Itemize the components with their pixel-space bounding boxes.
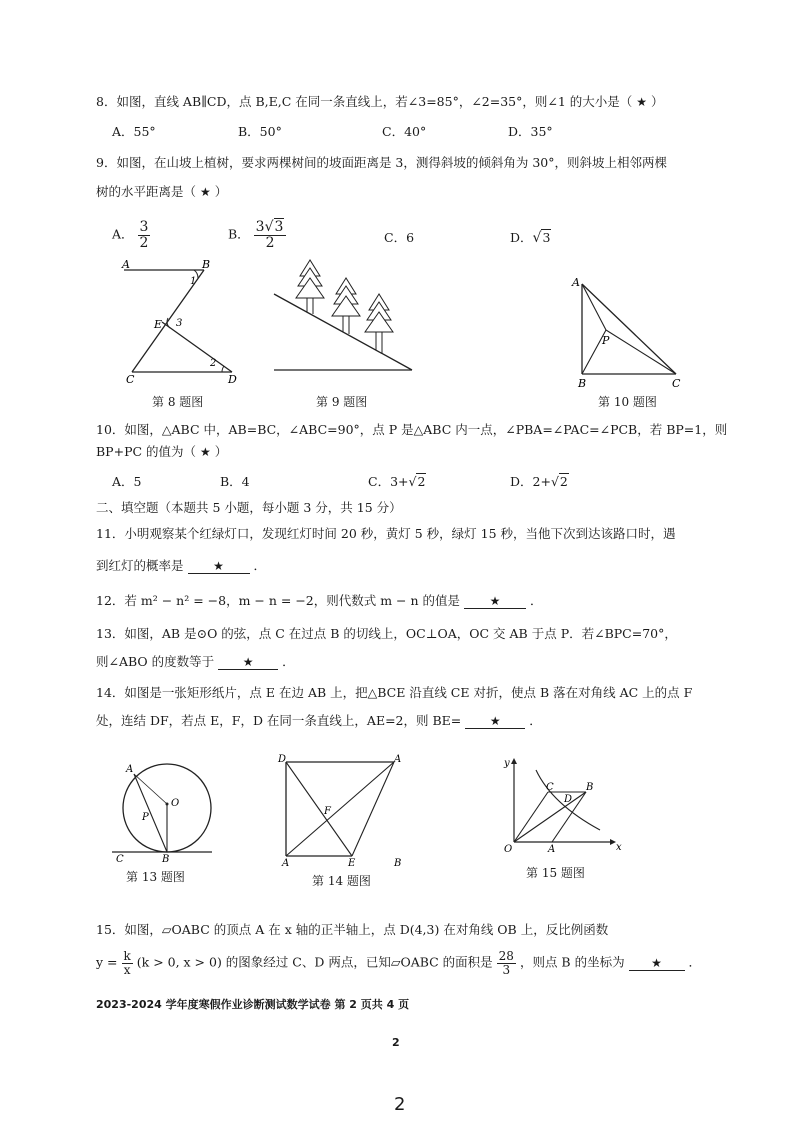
fig13-label-c: C — [116, 854, 124, 865]
q8-option-b: B．50° — [238, 124, 282, 139]
question-13-line-2 — [96, 652, 295, 670]
q9-option-c: C．6 — [384, 230, 415, 245]
page-footer: 2023-2024 学年度寒假作业诊断测试数学试卷 第 2 页共 4 页 — [96, 998, 410, 1011]
fig15-label-c: C — [546, 782, 554, 793]
answer-blank[interactable] — [465, 713, 525, 729]
q11-line2-text: 到红灯的概率是 — [96, 558, 184, 573]
tree-icon — [365, 294, 393, 353]
question-15-line-1: 15．如图，▱OABC 的顶点 A 在 x 轴的正半轴上，点 D(4,3) 在对角线 OB 上，反比例函数 — [96, 922, 609, 937]
answer-star: ★ — [200, 445, 211, 459]
radicand: 3 — [274, 219, 284, 235]
q8-option-d: D．35° — [508, 124, 553, 139]
q8-text: 8．如图，直线 AB∥CD，点 B,E,C 在同一条直线上，若∠3=85°，∠2=35°，则∠1 的大小是（ — [96, 94, 633, 109]
q10-close: ） — [214, 444, 228, 459]
q10-option-a: A．5 — [112, 474, 142, 489]
fig14-caption: 第 14 题图 — [312, 874, 371, 888]
fig15-label-x: x — [616, 842, 622, 853]
fraction-numerator: 3 — [139, 219, 149, 235]
q10-option-b: B．4 — [220, 474, 250, 489]
fraction-numerator: k — [123, 949, 131, 963]
fig15-label-d: D — [564, 794, 573, 805]
q9-opt-b-label: B． — [228, 226, 250, 242]
fig8-caption: 第 8 题图 — [152, 395, 204, 409]
fig14-label-d: D — [278, 754, 287, 765]
figure-14 — [278, 754, 408, 869]
q8-option-a: A．55° — [112, 124, 156, 139]
radicand: 2 — [417, 474, 426, 489]
fraction-numerator: 28 — [498, 949, 514, 963]
fraction — [254, 220, 287, 250]
fraction-denominator: 2 — [139, 234, 149, 251]
fig13-label-a: A — [126, 764, 134, 775]
q13-line2-text: 则∠ABO 的度数等于 — [96, 654, 215, 669]
section-2-heading: 二、填空题（本题共 5 小题，每小题 3 分，共 15 分） — [96, 500, 402, 515]
fig9-caption: 第 9 题图 — [316, 395, 368, 409]
question-9-line-2 — [96, 182, 227, 200]
q14-line2-text: 处，连结 DF，若点 E，F，D 在同一条直线上，AE=2，则 BE= — [96, 713, 462, 728]
fig13-caption: 第 13 题图 — [126, 870, 185, 884]
answer-blank[interactable] — [188, 558, 250, 574]
question-15-line-2 — [96, 950, 701, 976]
answer-star: ★ — [242, 655, 254, 669]
answer-star: ★ — [213, 559, 224, 573]
page-number-small: 2 — [392, 1036, 400, 1049]
fraction-denominator: 2 — [265, 234, 275, 251]
q15-y-eq: y = — [96, 954, 118, 970]
q9-line2-text: 树的水平距离是（ — [96, 184, 197, 199]
answer-star: ★ — [489, 594, 501, 608]
q10-opt-c-label: C．3+ — [368, 474, 409, 489]
q15-suffix: ． — [688, 954, 702, 970]
fig8-label-d: D — [228, 373, 237, 386]
q9-opt-a-label: A． — [112, 226, 134, 242]
fig15-caption: 第 15 题图 — [526, 866, 585, 880]
answer-blank[interactable] — [629, 955, 685, 971]
figure-9 — [272, 258, 422, 376]
q15-line2-tail: ，则点 B 的坐标为 — [519, 954, 625, 970]
q12-text: 12．若 m² − n² = −8，m − n = −2，则代数式 m − n 的值是 — [96, 593, 461, 608]
q10-opt-d-label: D．2+ — [510, 474, 551, 489]
question-10-line-2 — [96, 442, 227, 460]
q9-close: ） — [214, 184, 228, 199]
fig8-label-a: A — [122, 258, 130, 271]
fig13-label-p: P — [142, 812, 149, 823]
fig13-label-b: B — [162, 854, 170, 865]
radicand: 3 — [542, 230, 551, 245]
answer-blank[interactable] — [464, 593, 526, 609]
fig8-label-c: C — [126, 373, 135, 386]
fig10-label-p: P — [602, 334, 610, 347]
fig10-label-a: A — [572, 276, 580, 289]
fig8-angle-3: 3 — [176, 318, 183, 329]
figure-15 — [500, 756, 624, 855]
q12-suffix: ． — [529, 593, 543, 608]
tree-icon — [332, 278, 360, 334]
q8-close: ） — [651, 94, 664, 109]
q11-suffix: ． — [253, 558, 266, 573]
fig15-label-o: O — [504, 844, 513, 855]
page-number-large: 2 — [394, 1094, 406, 1115]
fig14-label-e: E — [348, 858, 356, 869]
question-14-line-2 — [96, 711, 542, 729]
fig15-label-b: B — [586, 782, 594, 793]
q10-option-c: C．3+√2 — [368, 474, 426, 489]
answer-blank[interactable] — [218, 654, 278, 670]
question-9-line-1: 9．如图，在山坡上植树，要求两棵树间的坡面距离是 3，测得斜坡的倾斜角为 30°，则斜坡上相邻两棵 — [96, 155, 668, 170]
q9-opt-d-label: D． — [510, 230, 533, 245]
figure-13 — [112, 758, 222, 865]
fig8-angle-1: 1 — [190, 276, 197, 287]
q14-suffix: ． — [529, 713, 542, 728]
q9-option-d: D．√3 — [510, 230, 551, 246]
fig8-label-b: B — [202, 258, 211, 271]
answer-star: ★ — [636, 95, 648, 109]
answer-star: ★ — [651, 955, 662, 970]
figure-8 — [112, 258, 252, 386]
answer-star: ★ — [489, 714, 501, 728]
fraction — [497, 950, 516, 976]
q10-line2-text: BP+PC 的值为（ — [96, 444, 197, 459]
fraction-denominator: x — [123, 962, 131, 977]
q9-option-b — [228, 220, 286, 250]
question-8 — [96, 92, 664, 110]
q10-option-d: D．2+√2 — [510, 474, 568, 489]
question-12 — [96, 591, 543, 609]
fig10-label-c: C — [672, 377, 681, 390]
figure-10 — [572, 274, 692, 390]
coef: 3 — [255, 219, 265, 235]
fig8-angle-2: 2 — [210, 358, 217, 369]
question-11-line-2 — [96, 556, 266, 574]
fig13-label-o: O — [171, 798, 180, 809]
radicand: 2 — [559, 474, 568, 489]
fig10-caption: 第 10 题图 — [598, 395, 657, 409]
fig14-label-a-top: A — [394, 754, 402, 765]
fraction-denominator: 3 — [502, 962, 511, 977]
fig10-label-b: B — [578, 377, 587, 390]
tree-icon — [296, 260, 324, 314]
question-11-line-1: 11．小明观察某个红绿灯口，发现红灯时间 20 秒，黄灯 5 秒，绿灯 15 秒，当他下次到达该路口时，遇 — [96, 526, 676, 541]
fig8-label-e: E — [154, 318, 163, 331]
q8-option-c: C．40° — [382, 124, 427, 139]
q9-option-a — [112, 220, 150, 250]
fig14-label-b: B — [394, 858, 402, 869]
q13-suffix: ． — [282, 654, 295, 669]
fraction — [122, 950, 133, 976]
q9-options — [112, 218, 712, 258]
fig14-label-f: F — [324, 806, 331, 817]
fig15-label-y: y — [504, 758, 510, 769]
question-10-line-1: 10．如图，△ABC 中，AB=BC，∠ABC=90°，点 P 是△ABC 内一点，∠PBA=∠PAC=∠PCB，若 BP=1，则 — [96, 422, 728, 437]
question-14-line-1: 14．如图是一张矩形纸片，点 E 在边 AB 上，把△BCE 沿直线 CE 对折，使点 B 落在对角线 AC 上的点 F — [96, 685, 693, 700]
answer-star: ★ — [200, 185, 211, 199]
fraction — [138, 220, 151, 250]
fig15-label-a: A — [548, 844, 556, 855]
fig14-label-a-bottom: A — [282, 858, 290, 869]
q15-line2-mid: (k > 0, x > 0) 的图象经过 C、D 两点，已知▱OABC 的面积是 — [136, 954, 493, 970]
question-13-line-1: 13．如图，AB 是⊙O 的弦，点 C 在过点 B 的切线上，OC⊥OA，OC 交 AB 于点 P．若∠BPC=70°， — [96, 626, 677, 641]
fraction-numerator: 3√3 — [254, 220, 287, 236]
